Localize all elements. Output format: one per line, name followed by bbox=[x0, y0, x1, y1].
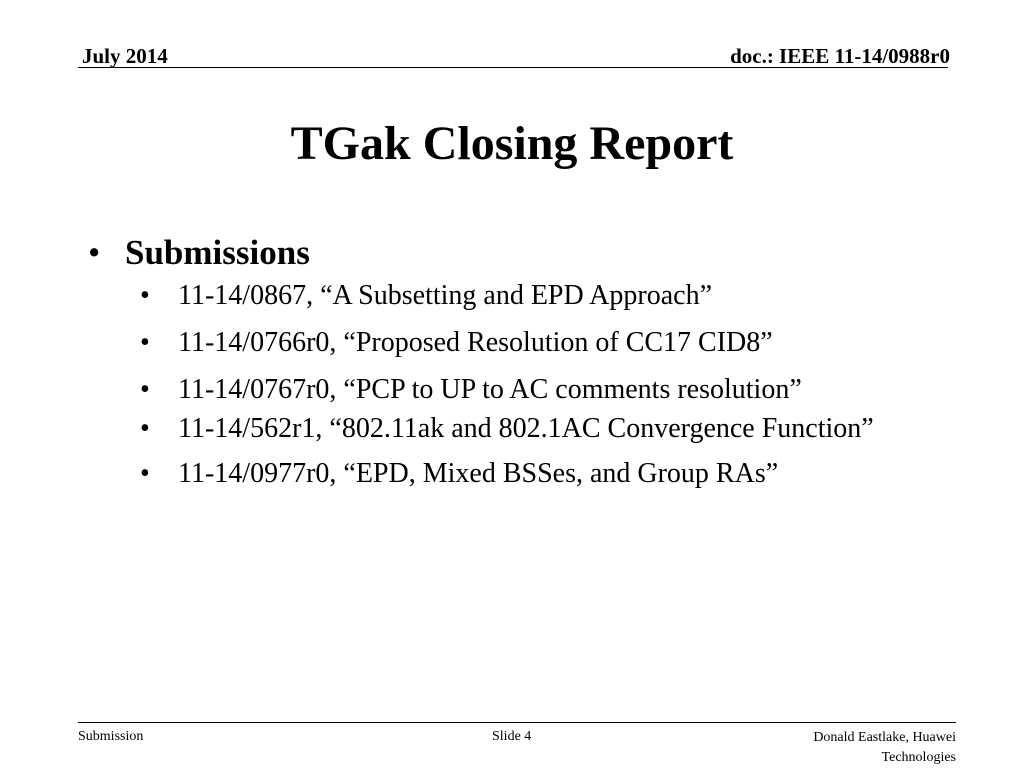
footer-slide-number: Slide 4 bbox=[492, 729, 532, 744]
header-date: July 2014 bbox=[82, 44, 168, 68]
section-heading: Submissions bbox=[125, 233, 310, 272]
bullet-icon: • bbox=[140, 374, 150, 405]
list-item bbox=[88, 369, 878, 411]
section-submissions bbox=[88, 232, 948, 274]
footer-author: Donald Eastlake, Huawei Technologies bbox=[813, 730, 956, 765]
header-divider bbox=[78, 67, 948, 68]
list-item-text: 11-14/0766r0, “Proposed Resolution of CC17 CID8” bbox=[178, 327, 773, 358]
slide-body bbox=[88, 232, 948, 505]
submission-list bbox=[88, 280, 948, 490]
bullet-icon: • bbox=[140, 458, 150, 489]
list-item bbox=[88, 327, 948, 359]
list-item-text: 11-14/0977r0, “EPD, Mixed BSSes, and Group RAs” bbox=[178, 458, 779, 489]
footer-divider bbox=[78, 722, 956, 723]
list-item bbox=[88, 415, 978, 442]
list-item-text: 11-14/0767r0, “PCP to UP to AC comments resolution” bbox=[178, 374, 802, 405]
list-item-text: 11-14/0867, “A Subsetting and EPD Approach” bbox=[178, 280, 713, 311]
list-item bbox=[88, 458, 948, 490]
header-doc-id: doc.: IEEE 11-14/0988r0 bbox=[730, 44, 950, 68]
slide-title: TGak Closing Report bbox=[290, 117, 734, 170]
bullet-icon: • bbox=[88, 233, 101, 272]
bullet-icon: • bbox=[140, 280, 150, 311]
list-item-text: 11-14/562r1, “802.11ak and 802.1AC Convergence Function” bbox=[178, 413, 874, 444]
bullet-icon: • bbox=[140, 413, 150, 444]
bullet-icon: • bbox=[140, 327, 150, 358]
footer-submission: Submission bbox=[78, 729, 144, 744]
list-item bbox=[88, 280, 948, 312]
